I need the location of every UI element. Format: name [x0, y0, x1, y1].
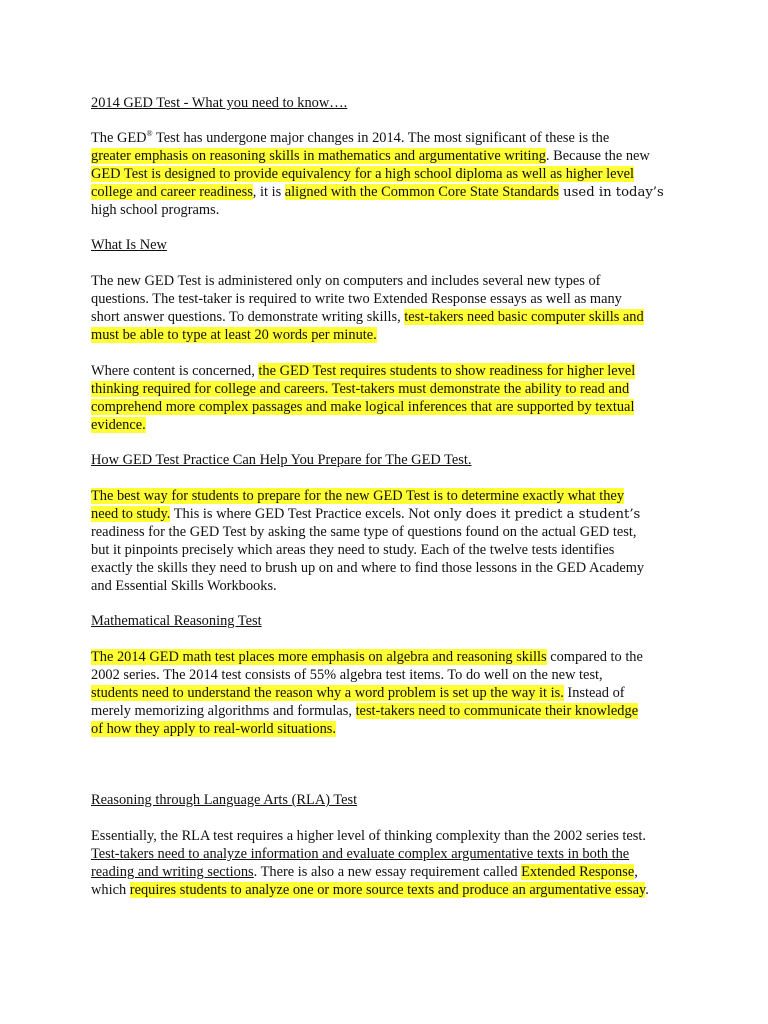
title-text: 2014 GED Test - What you need to know…. — [91, 95, 348, 111]
paragraph-line — [91, 863, 691, 881]
section-heading-what-is-new — [91, 236, 691, 254]
what-is-new-paragraph-1 — [91, 272, 691, 344]
highlighted-text: the GED Test requires students to show readiness for higher level — [258, 363, 636, 379]
paragraph-line: Essentially, the RLA test requires a higher level of thinking complexity than the 2002 series test. — [91, 828, 646, 844]
text: Where content is concerned, — [91, 363, 259, 379]
highlighted-text: students need to understand the reason why a word problem is set up the way it is. — [91, 685, 564, 701]
paragraph-line — [91, 326, 691, 344]
paragraph-line — [91, 308, 691, 326]
heading-text: Mathematical Reasoning Test — [91, 613, 262, 629]
paragraph-line — [91, 487, 691, 505]
text: short answer questions. To demonstrate writing skills, — [91, 309, 405, 325]
section-heading-math — [91, 612, 691, 630]
practice-paragraph — [91, 487, 691, 595]
underlined-text: Test-takers need to analyze information and evaluate complex argumentative texts in both the — [91, 846, 630, 862]
math-paragraph — [91, 648, 691, 738]
text: , it is — [252, 184, 285, 200]
heading-text: Reasoning through Language Arts (RLA) Test — [91, 792, 358, 808]
registered-mark: ® — [146, 129, 153, 138]
highlighted-text: requires students to analyze one or more source texts and produce an argumentative essay — [129, 882, 646, 898]
highlighted-text: college and career readiness — [91, 184, 253, 200]
heading-text: How GED Test Practice Can Help You Prepare for The GED Test. — [91, 452, 472, 468]
highlighted-text: test-takers need basic computer skills and — [404, 309, 644, 325]
paragraph-line: and Essential Skills Workbooks. — [91, 578, 277, 594]
paragraph-line — [91, 720, 691, 738]
highlighted-text: The best way for students to prepare for the new GED Test is to determine exactly what they — [91, 488, 625, 504]
section-heading-rla — [91, 791, 691, 809]
intro-paragraph — [91, 129, 691, 219]
paragraph-line: exactly the skills they need to brush up on and where to find those lessons in the GED Academy — [91, 560, 645, 576]
highlighted-text: of how they apply to real-world situations. — [91, 721, 336, 737]
paragraph-line — [91, 505, 691, 523]
highlighted-text: The 2014 GED math test places more emphasis on algebra and reasoning skills — [91, 649, 547, 665]
text: , — [634, 864, 638, 880]
paragraph-line — [91, 702, 691, 720]
paragraph-line — [91, 648, 691, 666]
paragraph-line: 2002 series. The 2014 test consists of 55% algebra test items. To do well on the new test, — [91, 667, 603, 683]
paragraph-line — [91, 881, 691, 899]
intro-line-5: high school programs. — [91, 202, 220, 218]
highlighted-text: comprehend more complex passages and make logical inferences that are supported by textual — [91, 399, 635, 415]
highlighted-text: evidence. — [91, 417, 146, 433]
section-heading-practice — [91, 451, 691, 469]
highlighted-text: need to study. — [91, 506, 171, 522]
highlighted-text: GED Test is designed to provide equivalency for a high school diploma as well as higher level — [91, 166, 635, 182]
text: . There is also a new essay requirement called — [253, 864, 522, 880]
text: Test has undergone major changes in 2014. The most significant of these is the — [152, 130, 610, 146]
paragraph-line: The new GED Test is administered only on computers and includes several new types of — [91, 273, 601, 289]
underlined-text: reading and writing sections — [91, 864, 254, 880]
paragraph-line — [91, 845, 691, 863]
highlighted-text: Extended Response — [521, 864, 635, 880]
highlighted-text: test-takers need to communicate their knowledge — [355, 703, 639, 719]
intro-line-3 — [91, 165, 691, 183]
text: The GED — [91, 130, 147, 146]
intro-line-1 — [91, 129, 691, 147]
paragraph-line — [91, 380, 691, 398]
intro-line-4 — [91, 183, 691, 201]
paragraph-line — [91, 398, 691, 416]
paragraph-line — [91, 362, 691, 380]
text: which — [91, 882, 130, 898]
what-is-new-paragraph-2 — [91, 362, 691, 434]
text: This is where GED Test Practice excels. Not — [170, 506, 434, 522]
paragraph-line — [91, 416, 691, 434]
highlighted-text: greater emphasis on reasoning skills in mathematics and argumentative writing — [91, 148, 546, 164]
text: used in today’s — [558, 185, 664, 200]
text: . Because the new — [545, 148, 650, 164]
paragraph-line: but it pinpoints precisely which areas they need to study. Each of the twelve tests identifies — [91, 542, 615, 558]
highlighted-text: aligned with the Common Core State Standards — [284, 184, 559, 200]
text: . — [645, 882, 649, 898]
rla-paragraph — [91, 827, 691, 899]
text: only does it predict a student’s — [433, 507, 641, 522]
highlighted-text: thinking required for college and careers. Test-takers must demonstrate the ability to read and — [91, 381, 630, 397]
document-title — [91, 94, 691, 112]
text: merely memorizing algorithms and formulas, — [91, 703, 356, 719]
text: compared to the — [546, 649, 643, 665]
paragraph-line — [91, 684, 691, 702]
paragraph-line: questions. The test-taker is required to write two Extended Response essays as well as many — [91, 291, 622, 307]
intro-line-2 — [91, 147, 691, 165]
highlighted-text: must be able to type at least 20 words per minute. — [91, 327, 377, 343]
heading-text: What Is New — [91, 237, 167, 253]
text: Instead of — [563, 685, 625, 701]
paragraph-line: readiness for the GED Test by asking the same type of questions found on the actual GED test, — [91, 524, 637, 540]
